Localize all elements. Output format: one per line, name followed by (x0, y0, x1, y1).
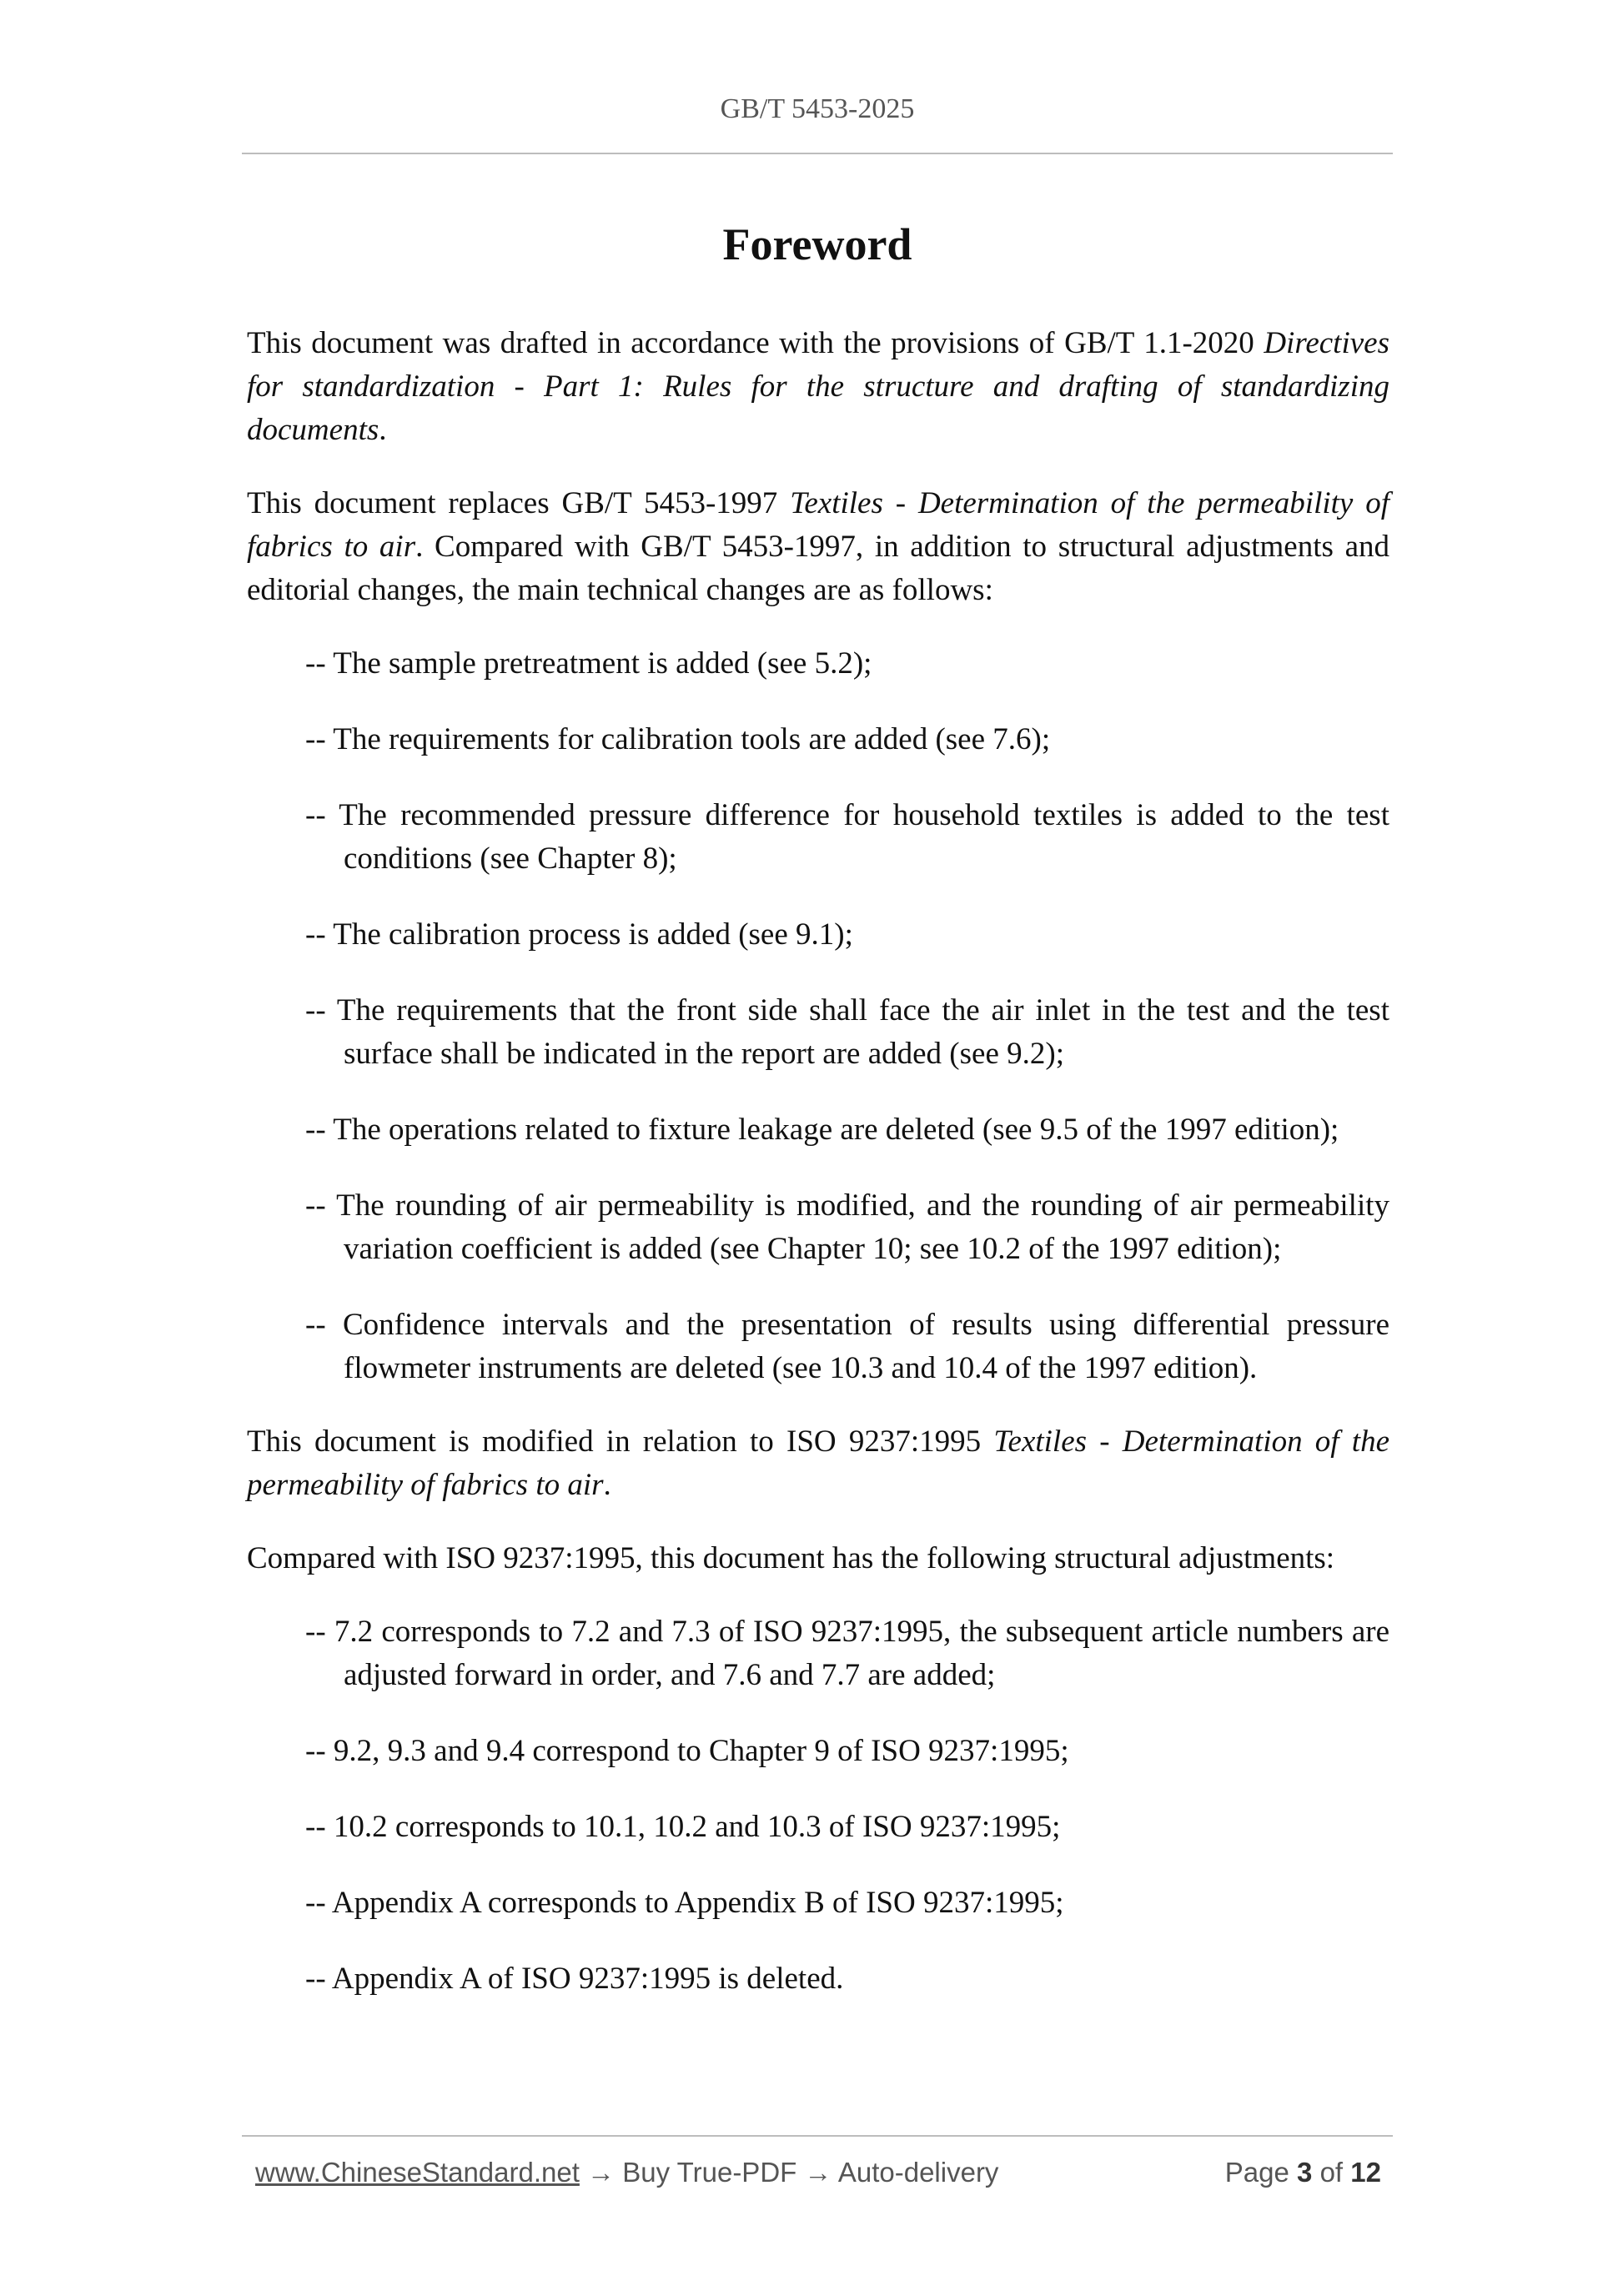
page-number: 3 (1297, 2157, 1313, 2188)
list-item: -- Appendix A of ISO 9237:1995 is deleted. (305, 1962, 844, 1996)
paragraph-text: . Compared with GB/T 5453-1997, in addition to structural adjustments and editorial changes, the main technical changes are as follows: (247, 530, 1389, 607)
structural-adjustments-list (247, 1610, 1389, 2001)
website-link[interactable]: www.ChineseStandard.net (255, 2157, 580, 2188)
cited-document-title: Textiles - Determination of the permeability of fabrics to air (247, 1424, 1389, 1502)
list-item: -- 10.2 corresponds to 10.1, 10.2 and 10.3 of ISO 9237:1995; (305, 1810, 1061, 1844)
list-item: -- Appendix A corresponds to Appendix B of ISO 9237:1995; (305, 1886, 1064, 1920)
list-item: -- The requirements that the front side shall face the air inlet in the test and the test surface shall be indicated in the report are added (see 9.2); (305, 993, 1389, 1071)
arrow-right-icon: → (804, 2157, 832, 2188)
paragraph-structural-intro: Compared with ISO 9237:1995, this document has the following structural adjustments: (247, 1541, 1335, 1575)
technical-changes-list (247, 642, 1389, 1390)
paragraph-drafting-basis (247, 322, 1389, 452)
cited-document-title: Textiles - Determination of the permeability of fabrics to air (247, 486, 1390, 564)
buy-true-pdf-text: Buy True-PDF (622, 2157, 797, 2188)
arrow-right-icon: → (587, 2157, 616, 2188)
list-item: -- 9.2, 9.3 and 9.4 correspond to Chapter 9 of ISO 9237:1995; (305, 1734, 1069, 1768)
page-label: Page (1224, 2157, 1289, 2188)
list-item: -- The recommended pressure difference for household textiles is added to the test conditions (see Chapter 8); (305, 798, 1389, 876)
total-pages: 12 (1350, 2157, 1381, 2188)
page-footer (255, 2157, 1381, 2197)
footer-divider (242, 2135, 1393, 2137)
header-divider (242, 153, 1393, 154)
list-item: -- The sample pretreatment is added (see 5.2); (305, 646, 872, 681)
list-item: -- 7.2 corresponds to 7.2 and 7.3 of ISO 9237:1995, the subsequent article numbers are adjusted forward in order, and 7.6 and 7.7 are added; (305, 1615, 1389, 1692)
paragraph-text: This document is modified in relation to ISO 9237:1995 (247, 1424, 994, 1459)
list-item: -- The calibration process is added (see 9.1); (305, 917, 853, 952)
document-body (247, 322, 1389, 2001)
page-title: Foreword (722, 219, 912, 269)
cited-document-title: Directives for standardization - Part 1: Rules for the structure and drafting of standardizing documents (247, 326, 1389, 447)
paragraph-replacement (247, 482, 1389, 612)
list-item: -- Confidence intervals and the presentation of results using differential pressure flowmeter instruments are deleted (see 10.3 and 10.4 of the 1997 edition). (305, 1308, 1389, 1385)
of-label: of (1319, 2157, 1344, 2188)
auto-delivery-text: Auto-delivery (837, 2157, 999, 2188)
list-item: -- The operations related to fixture leakage are deleted (see 9.5 of the 1997 edition); (305, 1113, 1339, 1147)
paragraph-iso-relation (247, 1420, 1389, 1507)
document-code-header: GB/T 5453-2025 (720, 93, 915, 124)
paragraph-text: This document was drafted in accordance with the provisions of GB/T 1.1-2020 (247, 326, 1264, 360)
paragraph-text: This document replaces GB/T 5453-1997 (247, 486, 791, 520)
page-indicator (1225, 2157, 1381, 2188)
list-item: -- The requirements for calibration tools are added (see 7.6); (305, 722, 1051, 756)
list-item: -- The rounding of air permeability is modified, and the rounding of air permeability variation coefficient is added (see Chapter 10; see 10.2 of the 1997 edition); (305, 1188, 1389, 1266)
footer-promo (255, 2157, 998, 2188)
paragraph-text: . (603, 1468, 611, 1502)
paragraph-text: . (379, 413, 387, 447)
